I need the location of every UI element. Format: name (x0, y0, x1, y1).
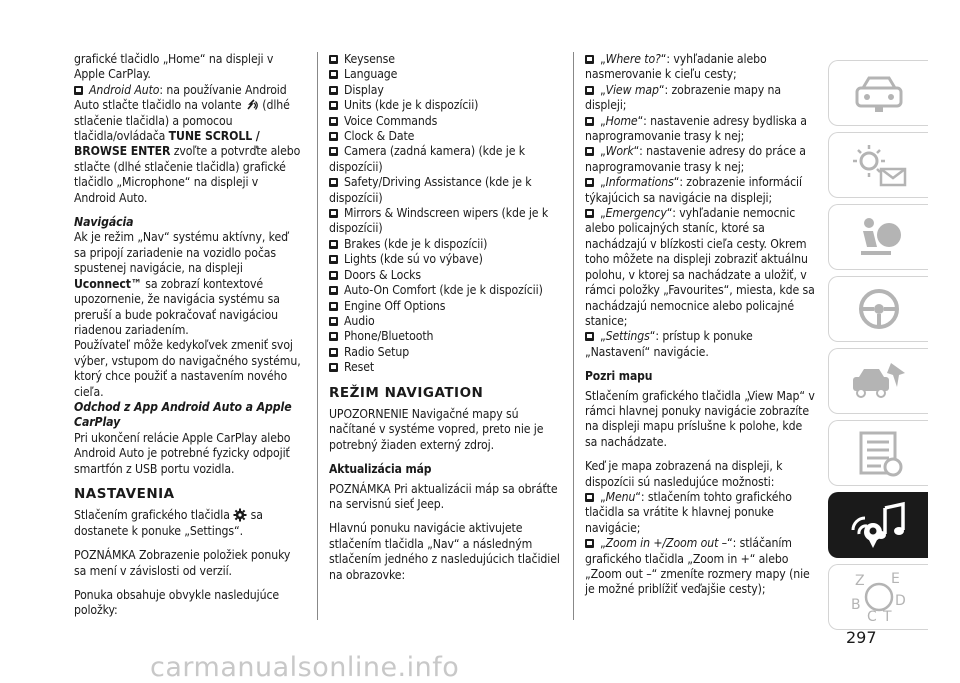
bullet-icon (329, 363, 338, 372)
paragraph-view-map: Stlačením grafického tlačidla „View Map“ v rámci hlavnej ponuky navigácie zobrazíte na displeji mapu príslušne k polohe, kde sa nachádzate. (585, 388, 815, 449)
bullet-icon (329, 132, 338, 141)
bullet-icon (329, 70, 338, 79)
car-breakdown-icon (849, 357, 909, 405)
settings-menu-item (329, 114, 561, 129)
page-number: 297 (846, 628, 877, 647)
nav-option-text: “: zobrazenie mapy na displeji; (585, 82, 782, 113)
nav-option-term: View map (605, 82, 659, 97)
settings-menu-item-label: Clock & Date (344, 129, 415, 144)
heading-map-update: Aktualizácia máp (329, 462, 432, 477)
column-right (585, 52, 817, 598)
index-letter: Z (854, 573, 865, 589)
settings-menu-item-label: Audio (344, 313, 375, 328)
settings-menu-item-label: Radio Setup (344, 344, 410, 359)
quote-mark: „ (600, 536, 606, 551)
paragraph-nav-menu: Hlavnú ponuku navigácie aktivujete stlačením tlačidla „Nav“ a následným stlačením jedného z nasledujúcich tlačidiel na obrazovke: (329, 521, 560, 582)
settings-menu-item (329, 329, 561, 344)
column-divider (573, 52, 574, 620)
settings-menu-item-label: Keysense (344, 52, 395, 66)
settings-menu-list (329, 52, 561, 376)
paragraph-disconnect: Pri ukončení relácie Apple CarPlay alebo Android Auto je potrebné fyzicky odpojiť smartfón z USB portu vozidla. (74, 430, 291, 476)
nav-option-item (585, 114, 817, 145)
settings-menu-item (329, 283, 561, 298)
bullet-icon (585, 117, 594, 126)
bullet-icon (329, 332, 338, 341)
bullet-icon (329, 302, 338, 311)
settings-menu-item (329, 52, 561, 67)
tab-emergency (828, 348, 928, 414)
bullet-icon (329, 271, 338, 280)
airbag-icon (851, 213, 907, 261)
bullet-icon (329, 255, 338, 264)
quote-mark: „ (600, 489, 606, 504)
tab-safety (828, 204, 928, 270)
bullet-icon (329, 117, 338, 126)
quote-mark: „ (600, 52, 606, 66)
settings-menu-item (329, 83, 561, 98)
quote-mark: „ (600, 82, 606, 97)
nav-option-text: “: prístup k ponuke „Nastavení“ navigácie. (585, 329, 753, 359)
paragraph-map-options: Keď je mapa zobrazená na displeji, k dispozícii sú nasledujúce možnosti: (585, 459, 783, 489)
nav-option-term: Menu (605, 489, 636, 504)
bullet-icon (585, 332, 594, 341)
paragraph-menu-items: Ponuka obsahuje obvykle nasledujúce položky: (74, 588, 280, 618)
car-dashboard-icon (851, 70, 907, 116)
nav-option-text: “: nastavenie adresy bydliska a naprogramovanie trasy k nej; (585, 113, 807, 144)
settings-menu-item-label: Phone/Bluetooth (344, 329, 434, 344)
steering-wrench-icon (851, 285, 907, 333)
settings-menu-item (329, 252, 561, 267)
bullet-icon (585, 86, 594, 95)
settings-menu-item-label: Units (kde je k dispozícii) (344, 98, 479, 113)
nav-option-item (585, 83, 817, 114)
index-letter: T (882, 609, 892, 625)
checklist-icon (851, 429, 907, 477)
paragraph-android-auto (74, 83, 302, 206)
quote-mark: „ (600, 144, 606, 159)
heading-navigacia: Navigácia (74, 215, 134, 230)
map-options-list (585, 490, 817, 598)
nav-option-item (585, 490, 817, 536)
paragraph-note-versions: POZNÁMKA Zobrazenie položiek ponuky sa mení v závislosti od verzií. (74, 548, 291, 578)
nav-option-item (585, 536, 817, 598)
paragraph-maps-preloaded: UPOZORNENIE Navigačné mapy sú načítané v systéme vopred, preto nie je potrebný žiaden externý zdroj. (329, 406, 544, 452)
nav-option-item (585, 144, 817, 175)
nav-option-term: Settings (605, 329, 650, 344)
heading-rezim-navigation: REŽIM NAVIGATION (329, 384, 484, 401)
nav-option-term: Work (605, 144, 634, 159)
index-letter: D (894, 593, 906, 609)
settings-menu-item-label: Mirrors & Windscreen wipers (kde je k dispozícii) (329, 206, 549, 236)
column-left (74, 52, 302, 628)
quote-mark: „ (600, 113, 606, 128)
settings-menu-item (329, 144, 561, 175)
heading-exit-apps: Odchod z App Android Auto a Apple CarPlay (74, 399, 292, 430)
bullet-icon (585, 55, 594, 64)
settings-menu-item (329, 314, 561, 329)
heading-pozri-mapu: Pozri mapu (585, 369, 653, 384)
settings-menu-item-label: Auto-On Comfort (kde je k dispozícii) (344, 283, 543, 298)
bullet-icon (329, 55, 338, 64)
settings-menu-item-label: Doors & Locks (344, 267, 421, 282)
nav-option-item (585, 206, 817, 329)
nav-option-text: “: zobrazenie informácií týkajúcich sa navigácie na displeji; (585, 175, 802, 205)
settings-menu-item (329, 175, 561, 206)
text-fragment: Stlačením grafického tlačidla (74, 508, 230, 523)
settings-menu-item-label: Safety/Driving Assistance (kde je k dispozícii) (329, 175, 532, 205)
navigation-menu-list (585, 52, 817, 360)
tab-lights-messages (828, 132, 928, 198)
alphabet-index-icon (847, 569, 911, 625)
settings-menu-item-label: Brakes (kde je k dispozícii) (344, 236, 488, 251)
text-fragment: zvoľte a potvrďte alebo stlačte (dlhé stlačenie tlačidla) grafické tlačidlo „Microphone“ na displeji v Android Auto. (74, 144, 301, 205)
nav-option-term: Where to? (605, 52, 661, 66)
text-fragment: (dlhé stlačenie tlačidla) a pomocou tlačidla/ovládača (74, 98, 290, 144)
text-fragment: sa dostanete k ponuke „Settings“. (74, 508, 263, 538)
text-fragment: : na používanie Android Auto stlačte tlačidlo na volante (74, 82, 287, 113)
nav-option-term: Zoom in +/Zoom out – (605, 536, 728, 551)
nav-option-item (585, 329, 817, 360)
bullet-icon (329, 178, 338, 187)
tab-index (828, 564, 928, 630)
bullet-icon (585, 178, 594, 187)
column-divider (317, 52, 318, 620)
settings-menu-item (329, 299, 561, 314)
settings-menu-item-label: Reset (344, 360, 375, 375)
bullet-icon (585, 209, 594, 218)
quote-mark: „ (600, 206, 606, 221)
bullet-icon (329, 147, 338, 156)
paragraph-carplay-home: grafické tlačidlo „Home“ na displeji v Apple CarPlay. (74, 52, 274, 82)
settings-menu-item (329, 129, 561, 144)
nav-option-text: “: vyhľadanie nemocnic alebo policajných staníc, ktoré sa nachádzajú v blízkosti cieľa cesty. Okrem toho môžete na displeji zobraziť aktuálnu polohu, v ktorej sa nachádzate a uložiť, v rámci položky „Favourites“, miesta, kde sa nachádzajú nemocnice alebo policajné stanice; (585, 206, 815, 328)
settings-menu-item (329, 98, 561, 113)
quote-mark: „ (600, 329, 606, 344)
bullet-icon (329, 86, 338, 95)
tab-maintenance (828, 420, 928, 486)
bullet-icon (329, 286, 338, 295)
nav-option-text: “: vyhľadanie alebo nasmerovanie k cieľu cesty; (585, 52, 767, 82)
bullet-icon (329, 348, 338, 357)
bullet-icon (329, 240, 338, 249)
settings-menu-item-label: Engine Off Options (344, 298, 446, 313)
quote-mark: „ (600, 175, 606, 190)
tab-car-dashboard (828, 60, 928, 126)
paragraph-settings-button (74, 508, 302, 539)
nav-option-text: “: nastavenie adresy do práce a naprogramovanie trasy k nej; (585, 144, 806, 174)
bullet-icon (74, 86, 83, 95)
settings-menu-item-label: Display (344, 82, 384, 97)
paragraph-user-choice: Používateľ môže kedykoľvek zmeniť svoj výber, vstupom do navigačného systému, ktorý chce použiť a nastavením nového cieľa. (74, 338, 301, 399)
bullet-icon (585, 147, 594, 156)
column-middle (329, 52, 561, 592)
nav-option-term: Emergency (605, 206, 667, 221)
nav-option-term: Informations (605, 175, 674, 190)
index-letter: E (890, 571, 900, 587)
sun-mail-icon (849, 141, 909, 189)
nav-option-text: “: stláčaním grafického tlačidla „Zoom in +“ alebo „Zoom out –“ zmeníte rozmery mapy (nie je možné priblížiť veďajšie cesty); (585, 536, 810, 597)
paragraph-map-update-note: POZNÁMKA Pri aktualizácii máp sa obráťte na servisnú sieť Jeep. (329, 481, 558, 511)
watermark-text: carmanualsonline.info (150, 652, 460, 683)
settings-menu-item-label: Voice Commands (344, 113, 438, 128)
heading-nastavenia: NASTAVENIA (74, 485, 175, 502)
paragraph-nav-mode (74, 230, 302, 338)
settings-menu-item (329, 345, 561, 360)
tab-starting-driving (828, 276, 928, 342)
term-android-auto: Android Auto (89, 82, 160, 97)
tab-multimedia (828, 492, 928, 558)
key-tune-scroll: TUNE SCROLL / BROWSE ENTER (74, 129, 260, 159)
bullet-icon (585, 493, 594, 502)
settings-menu-item (329, 237, 561, 252)
text-fragment: sa zobrazí kontextové upozornenie, že navigácia systému sa preruší a bude pokračovať navigáciou riadenou zariadením. (74, 276, 280, 337)
voice-command-icon (245, 98, 259, 112)
chapter-tabs (828, 60, 928, 636)
settings-menu-item (329, 268, 561, 283)
bullet-icon (329, 101, 338, 110)
text-fragment: Ak je režim „Nav“ systému aktívny, keď sa pripojí zariadenie na vozidlo počas spustenej navigácie, na displeji (74, 230, 288, 276)
nav-option-term: Home (605, 113, 638, 128)
brand-uconnect: Uconnect™ (74, 276, 142, 291)
settings-menu-item-label: Lights (kde sú vo výbave) (344, 252, 483, 267)
gear-icon (233, 508, 247, 522)
nav-option-item (585, 52, 817, 83)
settings-menu-item-label: Camera (zadná kamera) (kde je k dispozícii) (329, 144, 525, 174)
bullet-icon (329, 317, 338, 326)
nav-option-item (585, 175, 817, 206)
bullet-icon (585, 539, 594, 548)
multimedia-icon (847, 500, 911, 550)
settings-menu-item (329, 206, 561, 237)
index-letter: B (850, 597, 861, 613)
settings-menu-item (329, 67, 561, 82)
settings-menu-item-label: Language (344, 67, 398, 82)
nav-option-text: “: stlačením tohto grafického tlačidla sa vrátite k hlavnej ponuke navigácie; (585, 489, 792, 535)
index-letter: C (866, 609, 877, 625)
bullet-icon (329, 209, 338, 218)
settings-menu-item (329, 360, 561, 375)
